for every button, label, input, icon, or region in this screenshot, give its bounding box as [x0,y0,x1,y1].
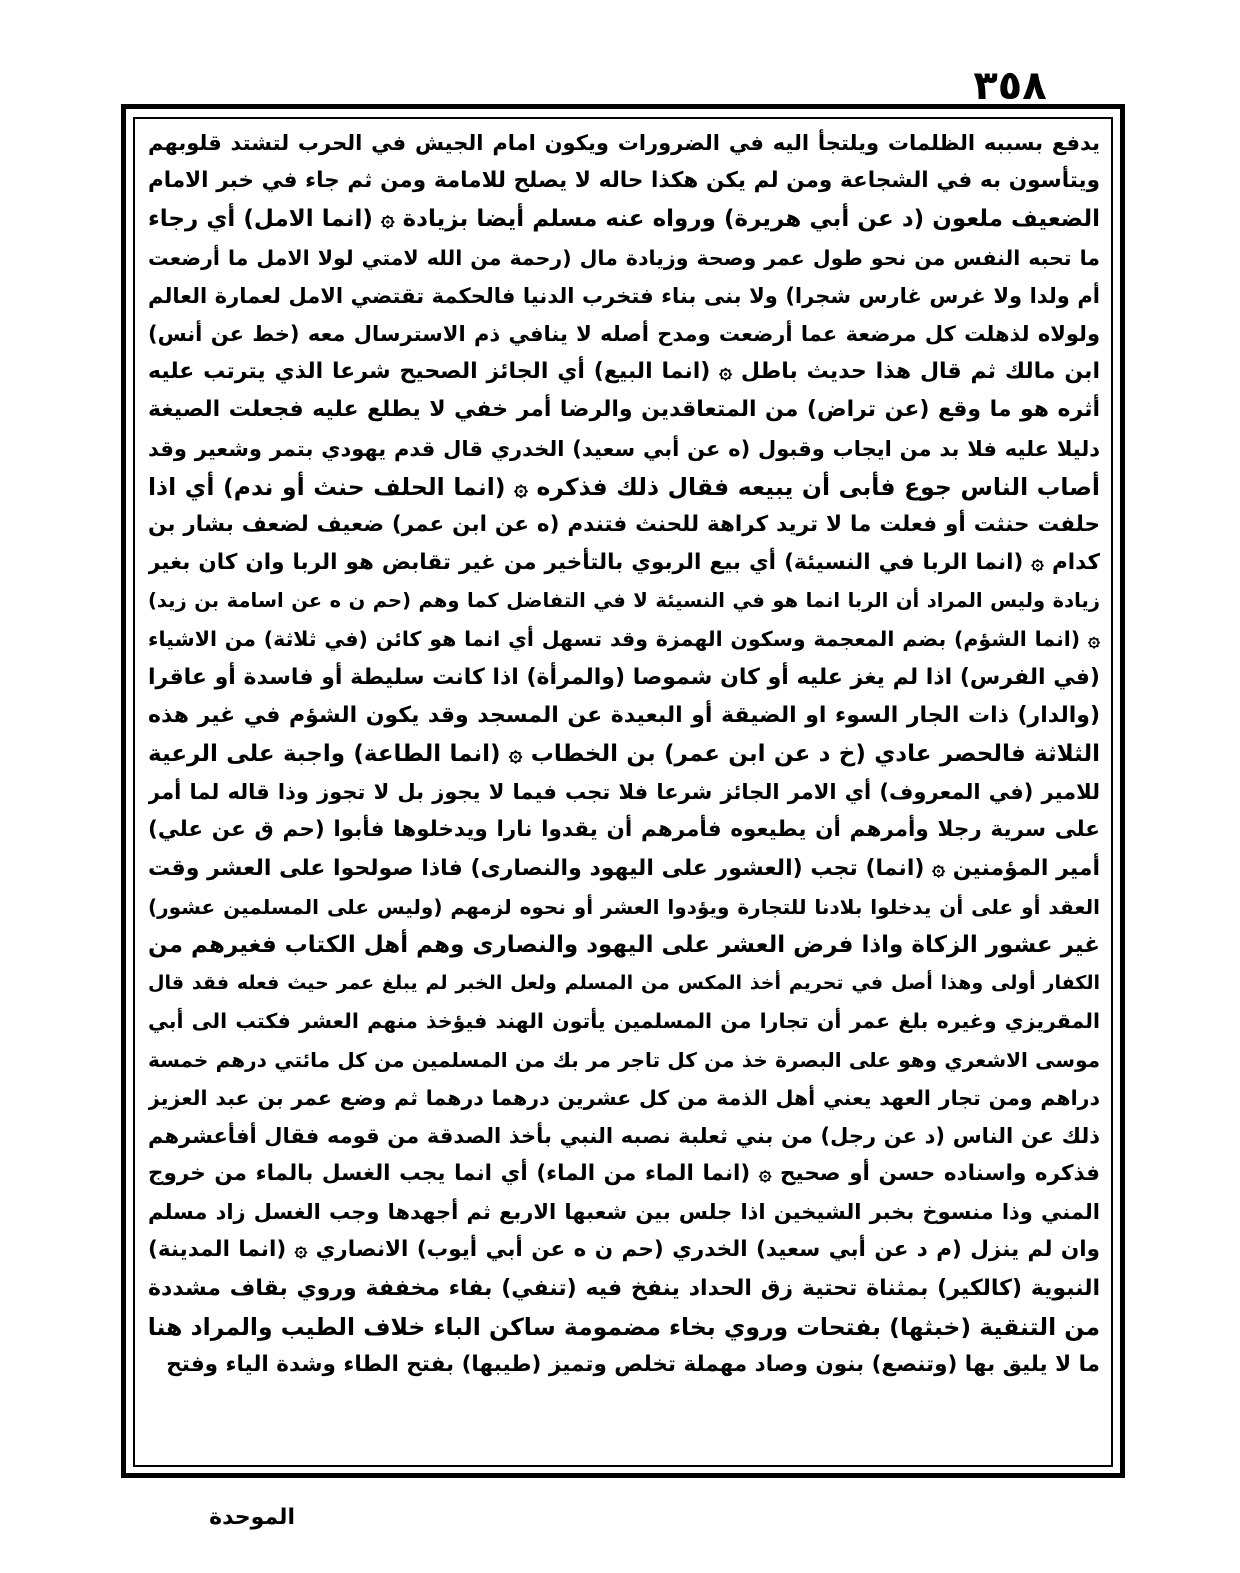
text-line: المقريزي وغيره بلغ عمر أن تجارا من المسلمين يأتون الهند فيؤخذ منهم العشر فكتب الى أبي [148,1009,1100,1034]
text-line: وان لم ينزل (م د عن أبي سعيد) الخدري (حم ن ه عن أبي أيوب) الانصاري ۞ (انما المدينة) [148,1237,1100,1263]
text-line: غير عشور الزكاة واذا فرض العشر على اليهود والنصارى وهم أهل الكتاب فغيرهم من [148,931,1100,958]
page-body-text [148,124,1100,1462]
text-line: أثره هو ما وقع (عن تراض) من المتعاقدين والرضا أمر خفي لا يطلع عليه فجعلت الصيغة [148,397,1100,423]
text-line: ويتأسون به في الشجاعة ومن لم يكن هكذا حاله لا يصلح للامامة ومن ثم جاء في خبر الامام [148,168,1100,194]
text-line: المني وذا منسوخ بخبر الشيخين اذا جلس بين شعبها الاربع ثم أجهدها وجب الغسل زاد مسلم [148,1200,1100,1225]
text-line: الثلاثة فالحصر عادي (خ د عن ابن عمر) بن الخطاب ۞ (انما الطاعة) واجبة على الرعية [148,741,1100,767]
text-line: فذكره واسناده حسن أو صحيح ۞ (انما الماء من الماء) أي انما يجب الغسل بالماء من خروج [148,1161,1100,1187]
text-line: أم ولدا ولا غرس غارس شجرا) ولا بنى بناء فتخرب الدنيا فالحكمة تقتضي الامل لعمارة العالم [148,283,1100,308]
text-line: زيادة وليس المراد أن الربا انما هو في النسيئة لا في التفاضل كما وهم (حم ن ه عن اسامة بن زيد) [148,589,1100,613]
text-line: دليلا عليه فلا بد من ايجاب وقبول (ه عن أبي سعيد) الخدري قال قدم يهودي بتمر وشعير وقد [148,436,1100,461]
text-line: ولولاه لذهلت كل مرضعة عما أرضعت ومدح أصله لا ينافي ذم الاسترسال معه (خط عن أنس) [148,321,1100,346]
text-line: من التنقية (خبثها) بفتحات وروي بخاء مضمومة ساكن الباء خلاف الطيب والمراد هنا [148,1312,1100,1341]
text-line: ما تحبه النفس من نحو طول عمر وصحة وزيادة مال (رحمة من الله لامتي لولا الامل ما أرضعت [148,245,1100,270]
text-line: ابن مالك ثم قال هذا حديث باطل ۞ (انما البيع) أي الجائز الصحيح شرعا الذي يترتب عليه [148,359,1100,385]
text-line: كدام ۞ (انما الربا في النسيئة) أي بيع الربوي بالتأخير من غير تقابض هو الربا وان كان بغير [148,550,1100,576]
text-line: ذلك عن الناس (د عن رجل) من بني ثعلبة نصبه النبي بأخذ الصدقة من قومه فقال أفأعشرهم [148,1123,1100,1148]
text-line: الكفار أولى وهذا أصل في تحريم أخذ المكس من المسلم ولعل الخبر لم يبلغ عمر حيث فعله فقد قال [148,972,1100,995]
text-line: على سرية رجلا وأمرهم أن يطيعوه فأمرهم أن يقدوا نارا ويدخلوها فأبوا (حم ق عن علي) [148,817,1100,843]
text-line: أصاب الناس جوع فأبى أن يبيعه فقال ذلك فذكره ۞ (انما الحلف حنث أو ندم) أي اذا [148,472,1100,501]
text-line: حلفت حنثت أو فعلت ما لا تريد كراهة للحنث فتندم (ه عن ابن عمر) ضعيف لضعف بشار بن [148,511,1100,537]
text-line: للامير (في المعروف) أي الامر الجائز شرعا فلا تجب فيما لا يجوز بل لا تجوز وذا قاله لما أمر [148,780,1100,805]
text-line: النبوية (كالكير) بمثناة تحتية زق الحداد ينفخ فيه (تنفي) بفاء مخففة وروي بقاف مشددة [148,1275,1100,1301]
text-line: دراهم ومن تجار العهد يعني أهل الذمة من كل عشرين درهما درهما ثم وضع عمر بن عبد العزيز [148,1085,1100,1110]
text-line: ۞ (انما الشؤم) بضم المعجمة وسكون الهمزة وقد تسهل أي انما هو كائن (في ثلاثة) من الاشياء [148,627,1100,652]
text-line: العقد أو على أن يدخلوا بلادنا للتجارة ويؤدوا العشر أو نحوه لزمهم (وليس على المسلمين عشور) [148,894,1100,919]
page-number: ٣٥٨ [973,63,1047,109]
catchword: الموحدة [209,1505,295,1530]
text-line: موسى الاشعري وهو على البصرة خذ من كل تاجر مر بك من المسلمين من كل مائتي درهم خمسة [148,1047,1100,1072]
text-line: الضعيف ملعون (د عن أبي هريرة) ورواه عنه مسلم أيضا بزيادة ۞ (انما الامل) أي رجاء [148,206,1100,233]
text-line: (في الفرس) اذا لم يغز عليه أو كان شموصا (والمرأة) اذا كانت سليطة أو فاسدة أو عاقرا [148,664,1100,690]
text-line: (والدار) ذات الجار السوء او الضيقة أو البعيدة عن المسجد وقد يكون الشؤم في غير هذه [148,702,1100,728]
text-line: يدفع بسببه الظلمات ويلتجأ اليه في الضرورات ويكون امام الجيش في الحرب لتشتد قلوبهم [148,131,1100,155]
text-line: أمير المؤمنين ۞ (انما) تجب (العشور على اليهود والنصارى) فاذا صولحوا على العشر وقت [148,855,1100,881]
text-line: ما لا يليق بها (وتنصع) بنون وصاد مهملة تخلص وتميز (طيبها) بفتح الطاء وشدة الياء وفتح [166,1352,1100,1377]
